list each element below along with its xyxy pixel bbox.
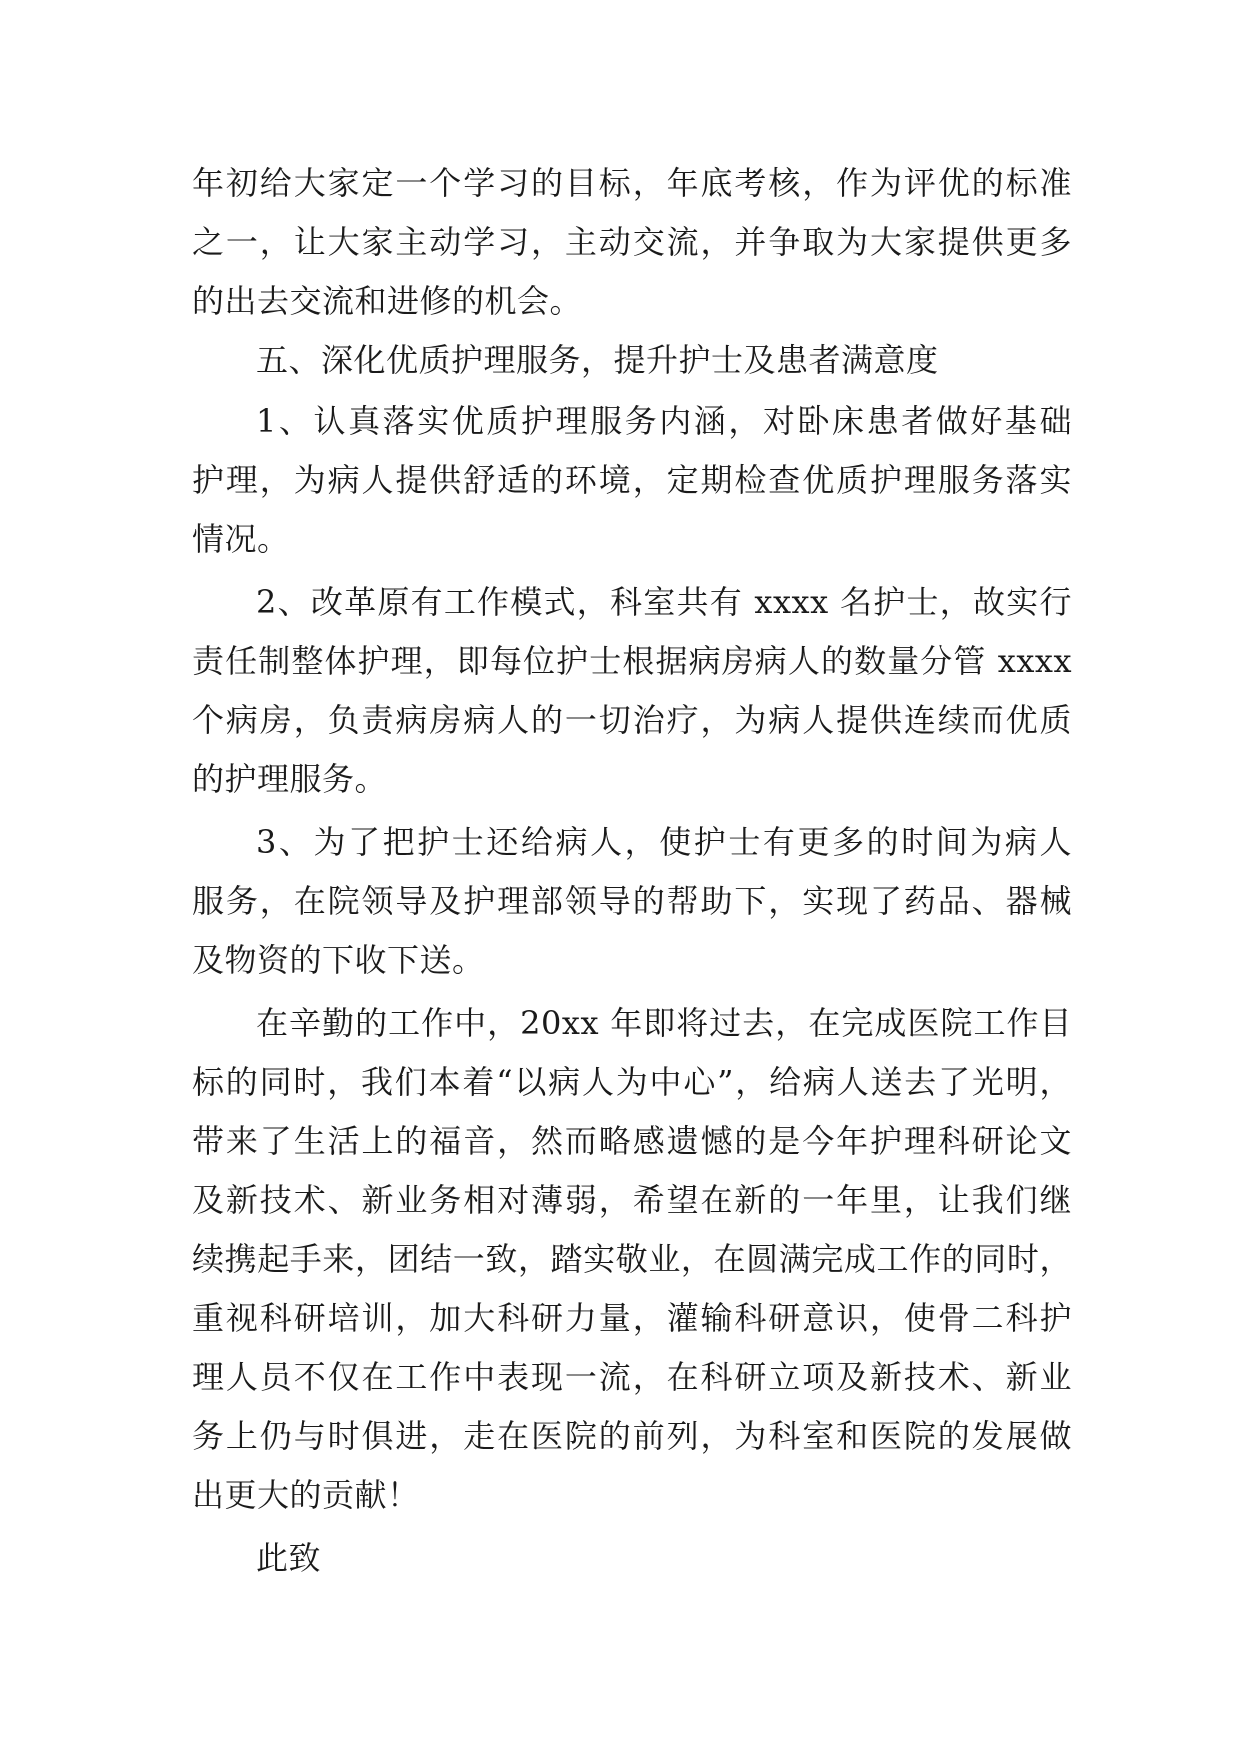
text-line: 责任制整体护理，即每位护士根据病房病人的数量分管 xxxx (192, 642, 1072, 680)
text-line: 情况。 (192, 520, 290, 558)
section-heading: 五、深化优质护理服务，提升护士及患者满意度 (256, 341, 939, 379)
text-line: 的护理服务。 (192, 760, 388, 798)
text-line: 个病房，负责病房病人的一切治疗，为病人提供连续而优质 (192, 701, 1072, 739)
text-line: 服务，在院领导及护理部领导的帮助下，实现了药品、器械 (192, 882, 1072, 920)
text-line: 1、认真落实优质护理服务内涵，对卧床患者做好基础 (256, 402, 1072, 440)
text-line: 之一，让大家主动学习，主动交流，并争取为大家提供更多 (192, 223, 1072, 261)
text-line: 年初给大家定一个学习的目标，年底考核，作为评优的标准 (192, 164, 1072, 202)
text-line: 及新技术、新业务相对薄弱，希望在新的一年里，让我们继 (192, 1181, 1072, 1219)
text-line: 续携起手来，团结一致，踏实敬业，在圆满完成工作的同时， (192, 1240, 1072, 1278)
text-line: 在辛勤的工作中，20xx 年即将过去，在完成医院工作目 (256, 1004, 1072, 1042)
text-line: 出更大的贡献！ (192, 1476, 420, 1514)
text-line: 护理，为病人提供舒适的环境，定期检查优质护理服务落实 (192, 461, 1072, 499)
text-line: 务上仍与时俱进，走在医院的前列，为科室和医院的发展做 (192, 1417, 1072, 1455)
text-line: 带来了生活上的福音，然而略感遗憾的是今年护理科研论文 (192, 1122, 1072, 1160)
closing-salutation: 此致 (256, 1539, 322, 1577)
text-line: 标的同时，我们本着“以病人为中心”，给病人送去了光明， (192, 1063, 1072, 1101)
text-line: 的出去交流和进修的机会。 (192, 282, 583, 320)
text-line: 3、为了把护士还给病人，使护士有更多的时间为病人 (256, 823, 1072, 861)
text-line: 及物资的下收下送。 (192, 941, 485, 979)
text-line: 重视科研培训，加大科研力量，灌输科研意识，使骨二科护 (192, 1299, 1072, 1337)
text-line: 理人员不仅在工作中表现一流，在科研立项及新技术、新业 (192, 1358, 1072, 1396)
text-line: 2、改革原有工作模式，科室共有 xxxx 名护士，故实行 (256, 583, 1072, 621)
